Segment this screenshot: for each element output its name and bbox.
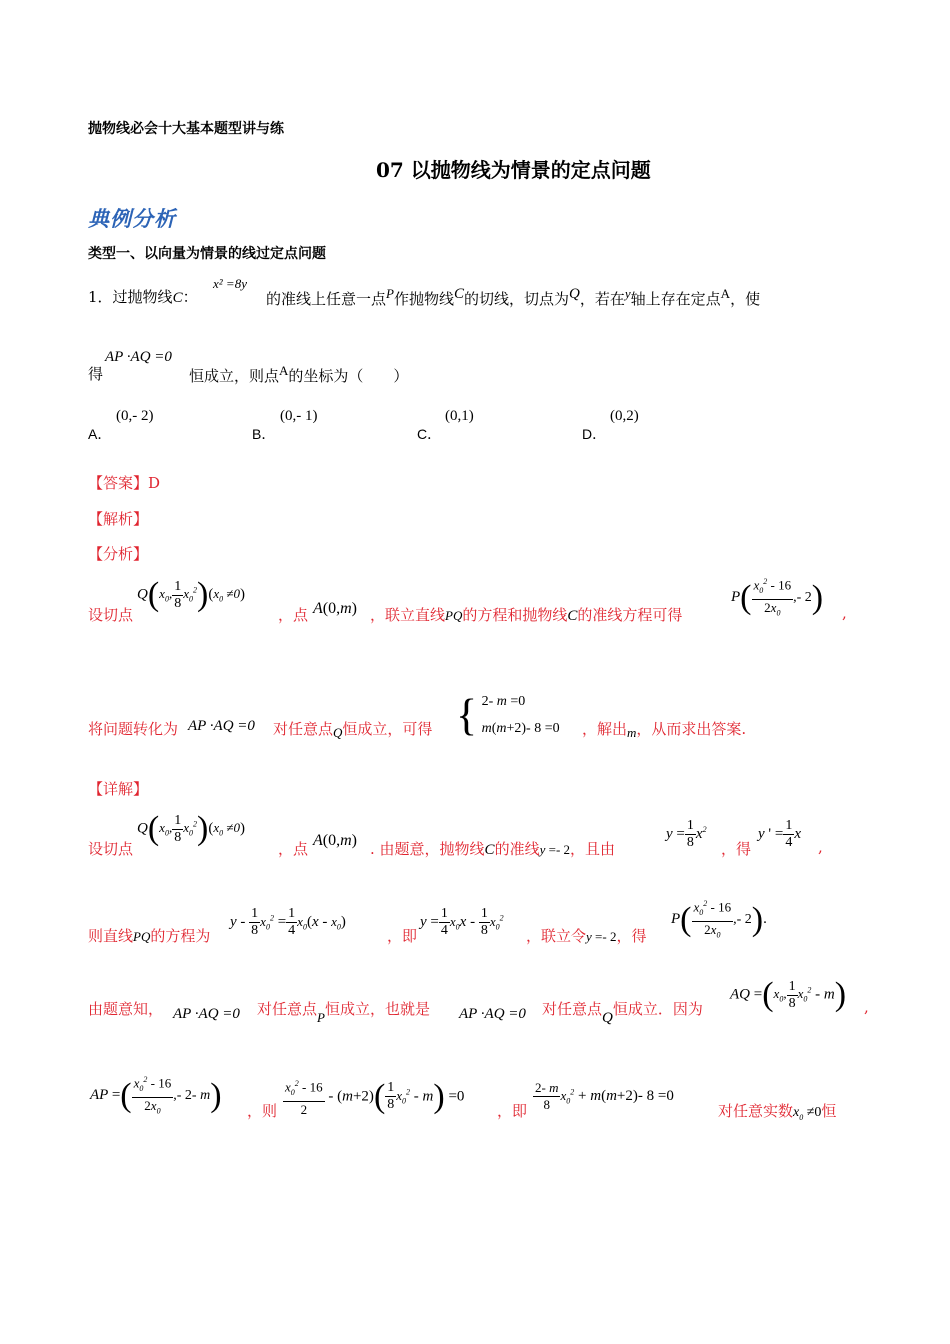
detail-line-1b: ，点 <box>278 840 309 858</box>
option-b-value: (0,- 1) <box>280 408 318 424</box>
detail-parabola-y: y = $\frac{1}{8}$ $x^2$ <box>666 818 707 850</box>
detail-vector-eq-2: AP ·AQ =0 <box>459 1006 526 1022</box>
detail-line-4c: 对任意实数$x_0 \ne 0$恒 <box>718 1102 837 1122</box>
question-line-2b: 恒成立，则点A的坐标为（ ） <box>189 363 409 385</box>
option-a-label[interactable]: A． <box>88 426 112 442</box>
detail-line-2c: ，即 <box>387 927 418 945</box>
detail-dot-product: $\frac{x_0^2 - 16}{2}$ - (m+2)( $\frac{1}{8}$ $x_0^2 - m) =0$ <box>285 1077 465 1117</box>
detail-line-4b: ，即 <box>497 1102 528 1120</box>
option-c-label[interactable]: C． <box>417 426 442 442</box>
detail-tag: 【详解】 <box>88 780 149 798</box>
fenxi-line-2d: ，解出m，从而求出答案. <box>582 720 747 740</box>
type-heading: 类型一、以向量为情景的线过定点问题 <box>88 246 326 262</box>
fenxi-point-a: A(0,m) <box>313 600 357 617</box>
analysis-tag: 【解析】 <box>88 510 149 528</box>
option-c-value: (0,1) <box>445 408 474 424</box>
fenxi-point-p: P( $\frac{x_0^2 - 16}{2x_0}$ ,- 2) <box>731 574 823 622</box>
fenxi-line-1a: 设切点 <box>88 606 134 624</box>
detail-tangent-line: y - $\frac{1}{8}$ $x_0^2$ = $\frac{1}{4}$ $x_0(x - x_0)$ <box>230 906 346 938</box>
detail-line-3a: 由题意知， <box>88 1000 164 1018</box>
detail-final-eq: $\frac{2- m}{8}$ $x_0^2 + m(m+2)-$ 8 =0 <box>535 1080 674 1112</box>
fenxi-tangent-point: $Q(x_0$, $\frac{1}{8}$ $x_0^2)(x_0 \ne 0)$ <box>137 576 245 613</box>
question-line-1b: 的准线上任意一点P作抛物线C的切线，切点为Q，若在y轴上存在定点A，使 <box>266 286 761 308</box>
fenxi-system: { 2- m =0 m(m+2)- 8 =0 <box>456 690 560 740</box>
option-d-label[interactable]: D． <box>582 426 607 442</box>
fenxi-line-1b: ，点 <box>278 606 309 624</box>
detail-line-2d: ，联立令y =- 2，得 <box>526 927 647 945</box>
detail-line-1f: ，得 <box>721 840 752 858</box>
detail-point-p: P( $\frac{x_0^2 - 16}{2x_0}$ ,- 2). <box>671 896 767 944</box>
section-heading: 典例分析 <box>88 206 176 231</box>
detail-point-a: A(0,m) <box>313 832 357 849</box>
page-title: 07 以抛物线为情景的定点问题 <box>376 158 651 182</box>
series-title: 抛物线必会十大基本题型讲与练 <box>88 121 284 137</box>
fenxi-vector-eq: AP ·AQ =0 <box>188 718 255 734</box>
detail-vector-ap: AP =( $\frac{x_0^2 - 16}{2x_0}$ ,- 2- m) <box>90 1072 222 1120</box>
vector-condition: AP ·AQ =0 <box>105 349 172 365</box>
detail-line-1a: 设切点 <box>88 840 134 858</box>
detail-line-2a: 则直线PQ的方程为 <box>88 927 211 945</box>
detail-line-1c: . 由题意，抛物线C的准线y =- 2，且由 <box>370 840 616 858</box>
detail-derivative: y ' = $\frac{1}{4}$ x <box>758 818 802 850</box>
detail-tangent-point: $Q(x_0$, $\frac{1}{8}$ $x_0^2)(x_0 \ne 0)$ <box>137 810 245 847</box>
detail-line-4a: ，则 <box>247 1102 278 1120</box>
fenxi-line-2b: 对任意点Q恒成立，可得 <box>273 720 433 740</box>
parabola-equation: x² =8y <box>213 276 247 291</box>
answer-tag: 【答案】D <box>88 474 161 492</box>
fenxi-line-1c: ，联立直线PQ的方程和抛物线C的准线方程可得 <box>370 606 683 624</box>
detail-line-3d: 对任意点Q恒成立．因为 <box>542 1000 703 1026</box>
fenxi-line-2a: 将问题转化为 <box>88 720 179 738</box>
question-line-1: 1．过抛物线C： <box>88 288 198 306</box>
option-d-value: (0,2) <box>610 408 639 424</box>
option-a-value: (0,- 2) <box>116 408 154 424</box>
detail-vector-eq-1: AP ·AQ =0 <box>173 1006 240 1022</box>
option-b-label[interactable]: B． <box>252 426 276 442</box>
question-number: 1． <box>88 288 113 306</box>
detail-tangent-line-2: y = $\frac{1}{4}$ $x_0x$ - $\frac{1}{8}$ $x_0^2$ <box>420 906 504 938</box>
question-line-2: 得 <box>88 365 104 383</box>
detail-line-3b: 对任意点P恒成立，也就是 <box>257 1000 430 1025</box>
fenxi-tag: 【分析】 <box>88 545 149 563</box>
detail-vector-aq: AQ $=(x_0$, $\frac{1}{8}$ $x_0^2 - m$) <box>730 976 847 1013</box>
